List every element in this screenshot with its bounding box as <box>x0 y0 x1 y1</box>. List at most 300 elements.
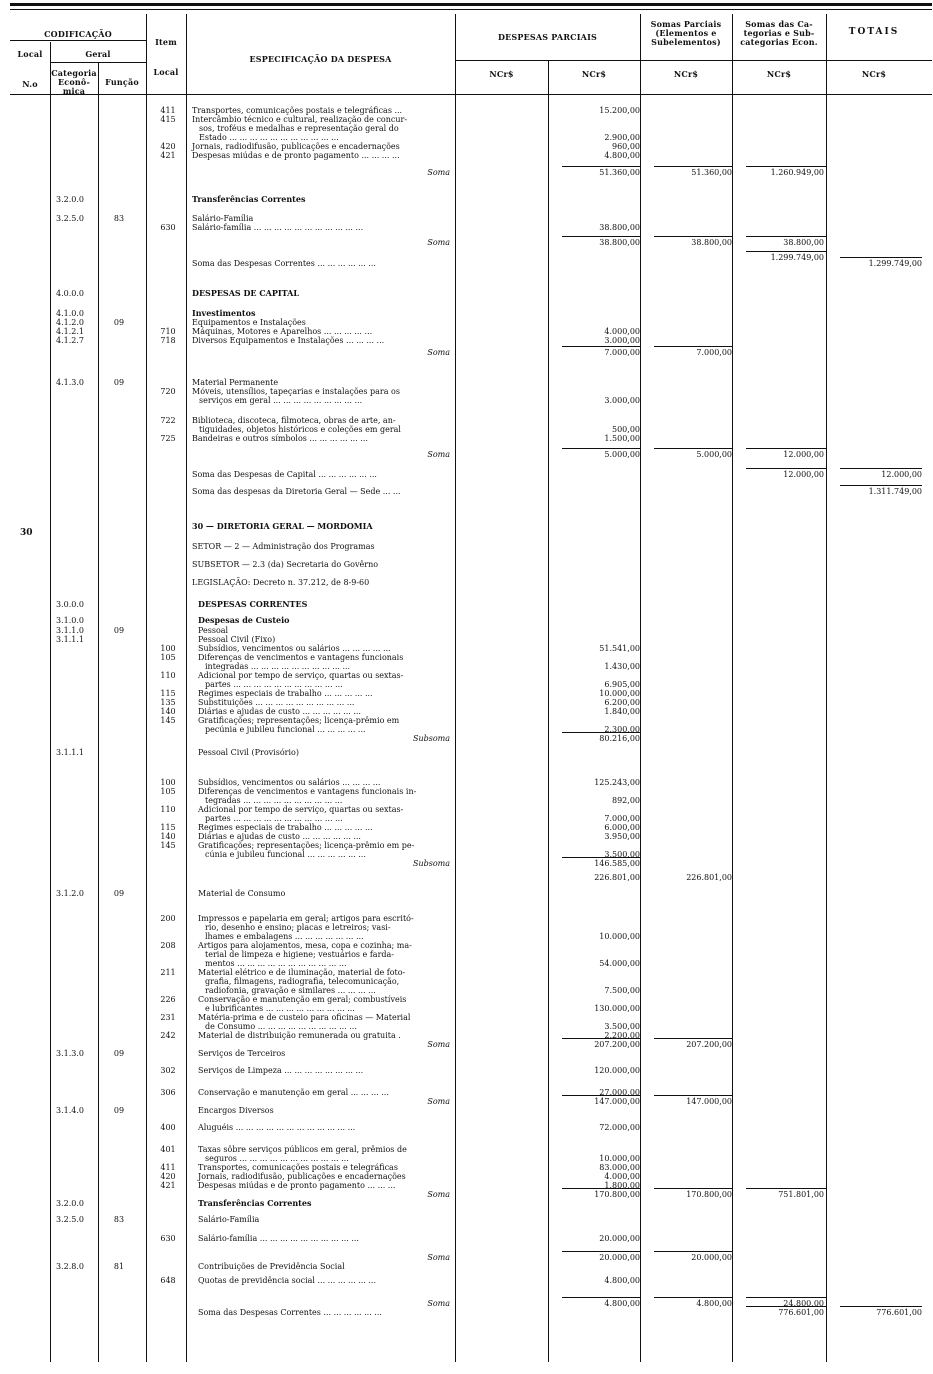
row-element-sum: 226.801,00 <box>686 873 732 882</box>
row-specification: Soma das Despesas Correntes ... ... ... ... ... ... <box>198 1308 382 1317</box>
row-partial-value: 3.500,00 <box>604 850 640 859</box>
row-total: 776.601,00 <box>876 1308 922 1317</box>
sum-rule <box>746 1188 826 1189</box>
header-currency-p4: NCr$ <box>766 69 792 79</box>
row-code: 3.2.5.0 <box>56 1215 84 1224</box>
row-partial-value: 120.000,00 <box>594 1066 640 1075</box>
row-soma-label: Soma <box>427 348 450 357</box>
row-specification: serviços em geral ... ... ... ... ... ... ... ... ... <box>199 396 363 405</box>
sum-rule <box>654 448 732 449</box>
row-item: 411 <box>160 1163 176 1172</box>
header-funcao: Função <box>105 77 139 87</box>
row-element-sum: 4.800,00 <box>696 1299 732 1308</box>
row-item: 420 <box>160 142 176 151</box>
row-specification: Salário-família ... ... ... ... ... ... ... ... ... ... ... <box>192 223 364 232</box>
row-partial-value: 7.000,00 <box>604 348 640 357</box>
row-specification: Pessoal Civil (Fixo) <box>198 635 276 644</box>
header-somas-cat-l1: Somas das Ca- <box>745 19 813 29</box>
row-category-sum: 1.299.749,00 <box>770 253 824 262</box>
row-code: 4.1.2.1 <box>56 327 84 336</box>
sum-rule <box>840 1306 922 1307</box>
row-soma-label: Soma <box>427 1040 450 1049</box>
header-no: N.o <box>22 79 38 89</box>
row-soma-label: Subsoma <box>412 859 450 868</box>
row-specification: Impressos e papelaria em geral; artigos para escritó- <box>198 914 414 923</box>
row-item: 135 <box>160 698 176 707</box>
row-partial-value: 3.000,00 <box>604 336 640 345</box>
row-specification: LEGISLAÇÃO: Decreto n. 37.212, de 8-9-60 <box>192 578 370 587</box>
row-partial-value: 10.000,00 <box>599 932 640 941</box>
row-specification: Conservação e manutenção em geral ... ... ... ... <box>198 1088 389 1097</box>
top-rule <box>10 3 932 6</box>
row-partial-value: 207.200,00 <box>594 1040 640 1049</box>
row-specification: Serviços de Terceiros <box>198 1049 286 1058</box>
row-partial-value: 500,00 <box>612 425 640 434</box>
header-bottom-rule <box>10 94 932 95</box>
header-currency-p1: NCr$ <box>489 69 514 79</box>
row-partial-value: 4.800,00 <box>604 1276 640 1285</box>
row-item: 718 <box>160 336 176 345</box>
row-specification: Subsídios, vencimentos ou salários ... ... ... ... <box>198 778 381 787</box>
header-line-currency <box>455 60 932 61</box>
row-code: 3.1.3.0 <box>56 1049 84 1058</box>
row-specification: tegradas ... ... ... ... ... ... ... ... ... ... <box>205 796 343 805</box>
row-specification: Despesas miúdas e de pronto pagamento ... ... ... <box>198 1181 396 1190</box>
row-partial-value: 4.000,00 <box>604 1172 640 1181</box>
row-item: 110 <box>160 805 176 814</box>
row-partial-value: 10.000,00 <box>599 689 640 698</box>
row-specification: SETOR — 2 — Administração dos Programas <box>192 542 375 551</box>
row-specification: Pessoal Civil (Provisório) <box>198 748 299 757</box>
row-code: 3.1.0.0 <box>56 616 84 625</box>
row-element-sum: 7.000,00 <box>696 348 732 357</box>
row-soma-label: Soma <box>427 238 450 247</box>
row-specification: Transportes, comunicações postais e telegráficas ... <box>192 106 403 115</box>
row-item: 411 <box>160 106 176 115</box>
row-item: 226 <box>160 995 176 1004</box>
row-soma-label: Subsoma <box>412 734 450 743</box>
row-partial-value: 2.900,00 <box>604 133 640 142</box>
header-especificacao: ESPECIFICAÇÃO DA DESPESA <box>249 54 392 64</box>
row-item: 401 <box>160 1145 176 1154</box>
col-divider-local <box>50 42 51 1362</box>
row-function: 83 <box>113 214 125 223</box>
row-item: 200 <box>160 914 176 923</box>
row-item: 140 <box>160 707 176 716</box>
row-category-sum: 776.601,00 <box>778 1308 824 1317</box>
row-partial-value: 6.000,00 <box>604 823 640 832</box>
row-element-sum: 170.800,00 <box>686 1190 732 1199</box>
row-item: 110 <box>160 671 176 680</box>
row-item: 400 <box>160 1123 176 1132</box>
header-categoria-l2: Econô- <box>58 77 90 87</box>
row-specification: Salário-Família <box>192 214 254 223</box>
row-category-sum: 24.800,00 <box>783 1299 824 1308</box>
row-partial-value: 4.000,00 <box>604 327 640 336</box>
row-partial-value: 1.430,00 <box>604 662 640 671</box>
row-specification: Equipamentos e Instalações <box>192 318 306 327</box>
row-code: 4.1.0.0 <box>56 309 84 318</box>
row-specification: pecúnia e jubileu funcional ... ... ... ... ... <box>205 725 366 734</box>
row-specification: Diferenças de vencimentos e vantagens funcionais <box>198 653 404 662</box>
row-specification: Matéria-prima e de custeio para oficinas — Material <box>198 1013 411 1022</box>
row-item: 725 <box>160 434 176 443</box>
header-categoria-l3: mica <box>62 86 86 96</box>
row-function: 81 <box>113 1262 125 1271</box>
row-specification: de Consumo ... ... ... ... ... ... ... ... ... ... <box>205 1022 357 1031</box>
row-specification: Despesas de Custeio <box>198 615 290 625</box>
row-soma-label: Soma <box>427 1299 450 1308</box>
row-item: 710 <box>160 327 176 336</box>
row-function: 09 <box>113 378 125 387</box>
header-somas-parciais-l1: Somas Parciais <box>650 19 722 29</box>
col-divider-func <box>98 62 99 1362</box>
row-specification: Diárias e ajudas de custo ... ... ... ... ... ... <box>198 832 361 841</box>
row-specification: rio, desenho e ensino; placas e letreiros; vasi- <box>205 923 391 932</box>
row-item: 145 <box>160 841 176 850</box>
row-partial-value: 960,00 <box>612 142 640 151</box>
header-line-codificacao <box>10 40 146 41</box>
header-item-local: Local <box>153 67 179 77</box>
row-partial-value: 51.360,00 <box>599 168 640 177</box>
row-specification: Contribuições de Previdência Social <box>198 1262 345 1271</box>
row-partial-value: 6.905,00 <box>604 680 640 689</box>
header-local: Local <box>17 49 43 59</box>
row-partial-value: 3.950,00 <box>604 832 640 841</box>
row-code: 3.1.4.0 <box>56 1106 84 1115</box>
row-item: 420 <box>160 1172 176 1181</box>
sum-rule <box>654 236 732 237</box>
row-specification: seguros ... ... ... ... ... ... ... ... ... ... ... <box>205 1154 349 1163</box>
row-specification: mentos ... ... ... ... ... ... ... ... ... ... ... <box>205 959 347 968</box>
row-specification: DESPESAS DE CAPITAL <box>192 288 299 298</box>
row-specification: Material de distribuição remunerada ou gratuita . <box>198 1031 401 1040</box>
row-partial-value: 5.000,00 <box>604 450 640 459</box>
row-code: 3.2.8.0 <box>56 1262 84 1271</box>
row-code: 4.1.2.0 <box>56 318 84 327</box>
row-element-sum: 5.000,00 <box>696 450 732 459</box>
row-soma-label: Soma <box>427 1097 450 1106</box>
row-specification: Regimes especiais de trabalho ... ... ... ... ... <box>198 689 373 698</box>
col-divider-p3 <box>732 14 733 1362</box>
row-partial-value: 4.800,00 <box>604 151 640 160</box>
row-code: 4.0.0.0 <box>56 289 84 298</box>
row-specification: Salário-família ... ... ... ... ... ... ... ... ... ... <box>198 1234 359 1243</box>
row-specification: cúnia e jubileu funcional ... ... ... ... ... ... <box>205 850 366 859</box>
sum-rule <box>654 346 732 347</box>
row-code: 3.1.1.0 <box>56 626 84 635</box>
row-category-sum: 751.801,00 <box>778 1190 824 1199</box>
row-specification: partes ... ... ... ... ... ... ... ... ... ... ... <box>205 680 343 689</box>
sum-rule <box>746 468 826 469</box>
row-partial-value: 4.800,00 <box>604 1299 640 1308</box>
row-specification: Biblioteca, discoteca, filmoteca, obras de arte, an- <box>192 416 396 425</box>
row-specification: Investimentos <box>192 308 256 318</box>
row-specification: Material de Consumo <box>198 889 286 898</box>
row-item: 211 <box>160 968 176 977</box>
row-specification: SUBSETOR — 2.3 (da) Secretaria do Govêrno <box>192 560 379 569</box>
margin-mark: 30 <box>20 528 33 538</box>
sum-rule <box>746 251 826 252</box>
row-specification: Máquinas, Motores e Aparelhos ... ... ... ... ... <box>192 327 373 336</box>
sum-rule <box>746 166 826 167</box>
row-partial-value: 54.000,00 <box>599 959 640 968</box>
row-item: 115 <box>160 823 176 832</box>
row-item: 105 <box>160 787 176 796</box>
row-element-sum: 207.200,00 <box>686 1040 732 1049</box>
header-currency-p3: NCr$ <box>673 69 699 79</box>
row-soma-label: Soma <box>427 1190 450 1199</box>
sum-rule <box>746 1297 826 1298</box>
row-item: 100 <box>160 778 176 787</box>
sum-rule <box>840 257 922 258</box>
row-specification: Material Permanente <box>192 378 279 387</box>
row-soma-label: Soma <box>427 168 450 177</box>
row-specification: Regimes especiais de trabalho ... ... ... ... ... <box>198 823 373 832</box>
sum-rule <box>746 1306 826 1307</box>
row-specification: Bandeiras e outros símbolos ... ... ... ... ... ... <box>192 434 368 443</box>
sum-rule <box>562 857 640 858</box>
row-specification: Transferências Correntes <box>192 194 306 204</box>
row-item: 306 <box>160 1088 176 1097</box>
row-code: 3.1.1.1 <box>56 748 84 757</box>
row-total: 12.000,00 <box>881 470 922 479</box>
row-code: 3.2.0.0 <box>56 1199 84 1208</box>
row-item: 302 <box>160 1066 176 1075</box>
row-specification: Jornais, radiodifusão, publicações e encadernações <box>192 142 400 151</box>
row-specification: Adicional por tempo de serviço, quartas ou sextas- <box>198 671 404 680</box>
row-item: 115 <box>160 689 176 698</box>
row-specification: Gratificações; representações; licença-prêmio em <box>198 716 400 725</box>
row-item: 208 <box>160 941 176 950</box>
row-function: 09 <box>113 626 125 635</box>
row-specification: Diárias e ajudas de custo ... ... ... ... ... ... <box>198 707 361 716</box>
row-partial-value: 38.800,00 <box>599 223 640 232</box>
row-specification: Diversos Equipamentos e Instalações ... ... ... ... <box>192 336 385 345</box>
sum-rule <box>562 1038 640 1039</box>
row-item: 140 <box>160 832 176 841</box>
row-partial-value: 146.585,00 <box>594 859 640 868</box>
row-partial-value: 1.800,00 <box>604 1181 640 1190</box>
row-item: 630 <box>160 223 176 232</box>
row-specification: e lubrificantes ... ... ... ... ... ... ... ... ... <box>205 1004 355 1013</box>
sum-rule <box>840 485 922 486</box>
sum-rule <box>746 448 826 449</box>
row-partial-value: 7.000,00 <box>604 814 640 823</box>
header-item: Item <box>155 37 177 47</box>
row-specification: Subsídios, vencimentos ou salários ... ... ... ... ... <box>198 644 391 653</box>
row-partial-value: 6.200,00 <box>604 698 640 707</box>
row-code: 3.1.1.1 <box>56 635 84 644</box>
col-divider-p4 <box>826 14 827 1362</box>
row-item: 415 <box>160 115 176 124</box>
sum-rule <box>562 1095 640 1096</box>
row-specification: grafia, filmagens, radiografia, telecomunicação, <box>205 977 400 986</box>
row-function: 09 <box>113 318 125 327</box>
row-partial-value: 80.216,00 <box>599 734 640 743</box>
header-codificacao: CODIFICAÇÃO <box>44 29 112 39</box>
row-partial-value: 125.243,00 <box>594 778 640 787</box>
row-specification: radiofonia, gravação e similares ... ... ... ... <box>205 986 376 995</box>
sum-rule <box>654 1038 732 1039</box>
header-somas-parciais-l2: (Elementos e <box>655 28 717 38</box>
row-specification: Transportes, comunicações postais e telegráficas <box>198 1163 398 1172</box>
header-categoria-l1: Categoria <box>51 68 97 78</box>
sum-rule <box>654 1188 732 1189</box>
row-partial-value: 51.541,00 <box>599 644 640 653</box>
header-somas-parciais-l3: Subelementos) <box>651 37 721 47</box>
row-specification: Intercâmbio técnico e cultural, realização de concur- <box>192 115 408 124</box>
row-category-sum: 12.000,00 <box>783 450 824 459</box>
row-item: 648 <box>160 1276 176 1285</box>
row-soma-label: Soma <box>427 450 450 459</box>
row-specification: sos, troféus e medalhas e representação geral do <box>199 124 399 133</box>
row-partial-value: 20.000,00 <box>599 1253 640 1262</box>
header-currency-p2: NCr$ <box>581 69 607 79</box>
row-item: 100 <box>160 644 176 653</box>
row-specification: lhames e embalagens ... ... ... ... ... ... ... <box>205 932 364 941</box>
row-partial-value: 20.000,00 <box>599 1234 640 1243</box>
row-specification: terial de limpeza e higiene; vestuários e farda- <box>205 950 394 959</box>
row-code: 3.2.5.0 <box>56 214 84 223</box>
row-item: 421 <box>160 1181 176 1190</box>
row-code: 4.1.3.0 <box>56 378 84 387</box>
row-partial-value: 3.500,00 <box>604 1022 640 1031</box>
row-function: 09 <box>113 889 125 898</box>
row-code: 3.2.0.0 <box>56 195 84 204</box>
row-specification: Gratificações; representações; licença-prêmio em pe- <box>198 841 415 850</box>
sum-rule <box>654 1251 732 1252</box>
row-code: 3.0.0.0 <box>56 600 84 609</box>
row-specification: tiguidades, objetos históricos e coleções em geral <box>199 425 401 434</box>
row-partial-value: 72.000,00 <box>599 1123 640 1132</box>
row-soma-label: Soma <box>427 1253 450 1262</box>
row-category-sum: 38.800,00 <box>783 238 824 247</box>
header-somas-cat-l2: tegorias e Sub- <box>743 28 815 38</box>
sum-rule <box>654 166 732 167</box>
row-code: 4.1.2.7 <box>56 336 84 345</box>
row-specification: Substituições ... ... ... ... ... ... ... ... ... ... <box>198 698 355 707</box>
row-element-sum: 20.000,00 <box>691 1253 732 1262</box>
sum-rule <box>562 732 640 733</box>
row-element-sum: 38.800,00 <box>691 238 732 247</box>
row-specification: Aluguéis ... ... ... ... ... ... ... ... ... ... ... ... <box>198 1123 356 1132</box>
sum-rule <box>562 1297 640 1298</box>
row-element-sum: 51.360,00 <box>691 168 732 177</box>
row-partial-value: 2.300,00 <box>604 725 640 734</box>
row-specification: Serviços de Limpeza ... ... ... ... ... ... ... ... <box>198 1066 364 1075</box>
row-function: 83 <box>113 1215 125 1224</box>
row-partial-value: 7.500,00 <box>604 986 640 995</box>
row-partial-value: 10.000,00 <box>599 1154 640 1163</box>
header-somas-cat-l3: categorias Econ. <box>740 37 818 47</box>
row-partial-value: 15.200,00 <box>599 106 640 115</box>
row-item: 105 <box>160 653 176 662</box>
header-despesas-parciais: DESPESAS PARCIAIS <box>498 32 597 42</box>
row-element-sum: 147.000,00 <box>686 1097 732 1106</box>
row-specification: Soma das Despesas de Capital ... ... ... ... ... ... <box>192 470 377 479</box>
col-divider-item <box>146 14 147 1362</box>
row-specification: Estado ... ... ... ... ... ... ... ... ... ... ... <box>199 133 339 142</box>
row-specification: Adicional por tempo de serviço, quartas ou sextas- <box>198 805 404 814</box>
header-totais: TOTAIS <box>848 27 900 37</box>
row-partial-value: 226.801,00 <box>594 873 640 882</box>
row-specification: Pessoal <box>198 626 229 635</box>
row-specification: Transferências Correntes <box>198 1198 312 1208</box>
row-item: 231 <box>160 1013 176 1022</box>
row-function: 09 <box>113 1049 125 1058</box>
row-specification: integradas ... ... ... ... ... ... ... ... ... ... <box>205 662 351 671</box>
top-rule-thin <box>10 9 932 10</box>
row-item: 722 <box>160 416 176 425</box>
sum-rule <box>562 166 640 167</box>
row-specification: DESPESAS CORRENTES <box>198 599 308 609</box>
sum-rule <box>562 346 640 347</box>
row-code: 3.1.2.0 <box>56 889 84 898</box>
row-specification: Móveis, utensílios, tapeçarias e instalações para os <box>192 387 400 396</box>
header-currency-p5: NCr$ <box>861 69 887 79</box>
row-specification: Soma das despesas da Diretoria Geral — Sede ... ... <box>192 487 401 496</box>
row-specification: Encargos Diversos <box>198 1106 274 1115</box>
sum-rule <box>654 1297 732 1298</box>
row-item: 720 <box>160 387 176 396</box>
row-specification: Artigos para alojamentos, mesa, copa e cozinha; ma- <box>198 941 412 950</box>
row-partial-value: 83.000,00 <box>599 1163 640 1172</box>
sum-rule <box>562 448 640 449</box>
row-item: 145 <box>160 716 176 725</box>
row-partial-value: 3.000,00 <box>604 396 640 405</box>
row-category-sum: 12.000,00 <box>783 470 824 479</box>
row-specification: Jornais, radiodifusão, publicações e encadernações <box>198 1172 406 1181</box>
row-specification: Salário-Família <box>198 1215 260 1224</box>
row-partial-value: 170.800,00 <box>594 1190 640 1199</box>
sum-rule <box>562 236 640 237</box>
row-partial-value: 892,00 <box>612 796 640 805</box>
row-specification: Despesas miúdas e de pronto pagamento ... ... ... ... <box>192 151 400 160</box>
row-partial-value: 27.000,00 <box>599 1088 640 1097</box>
header-geral: Geral <box>85 49 111 59</box>
sum-rule <box>840 468 922 469</box>
row-specification: 30 — DIRETORIA GERAL — MORDOMIA <box>192 521 373 531</box>
row-specification: Diferenças de vencimentos e vantagens funcionais in- <box>198 787 417 796</box>
row-partial-value: 130.000,00 <box>594 1004 640 1013</box>
row-item: 630 <box>160 1234 176 1243</box>
col-divider-spec <box>455 14 456 1362</box>
sum-rule <box>562 1251 640 1252</box>
row-partial-value: 1.840,00 <box>604 707 640 716</box>
row-partial-value: 147.000,00 <box>594 1097 640 1106</box>
row-function: 09 <box>113 1106 125 1115</box>
row-specification: Taxas sôbre serviços públicos em geral, prêmios de <box>198 1145 407 1154</box>
row-specification: Conservação e manutenção em geral; combustíveis <box>198 995 407 1004</box>
row-specification: partes ... ... ... ... ... ... ... ... ... ... ... <box>205 814 343 823</box>
row-total: 1.311.749,00 <box>868 487 922 496</box>
sum-rule <box>654 1095 732 1096</box>
row-specification: Material elétrico e de iluminação, material de foto- <box>198 968 406 977</box>
row-specification: Soma das Despesas Correntes ... ... ... ... ... ... <box>192 259 376 268</box>
row-item: 242 <box>160 1031 176 1040</box>
row-item: 421 <box>160 151 176 160</box>
col-divider-localitem <box>186 14 187 1362</box>
sum-rule <box>562 1188 640 1189</box>
row-category-sum: 1.260.949,00 <box>770 168 824 177</box>
row-partial-value: 2.200,00 <box>604 1031 640 1040</box>
col-divider-p2 <box>640 14 641 1362</box>
row-partial-value: 1.500,00 <box>604 434 640 443</box>
row-partial-value: 38.800,00 <box>599 238 640 247</box>
row-total: 1.299.749,00 <box>868 259 922 268</box>
sum-rule <box>746 236 826 237</box>
